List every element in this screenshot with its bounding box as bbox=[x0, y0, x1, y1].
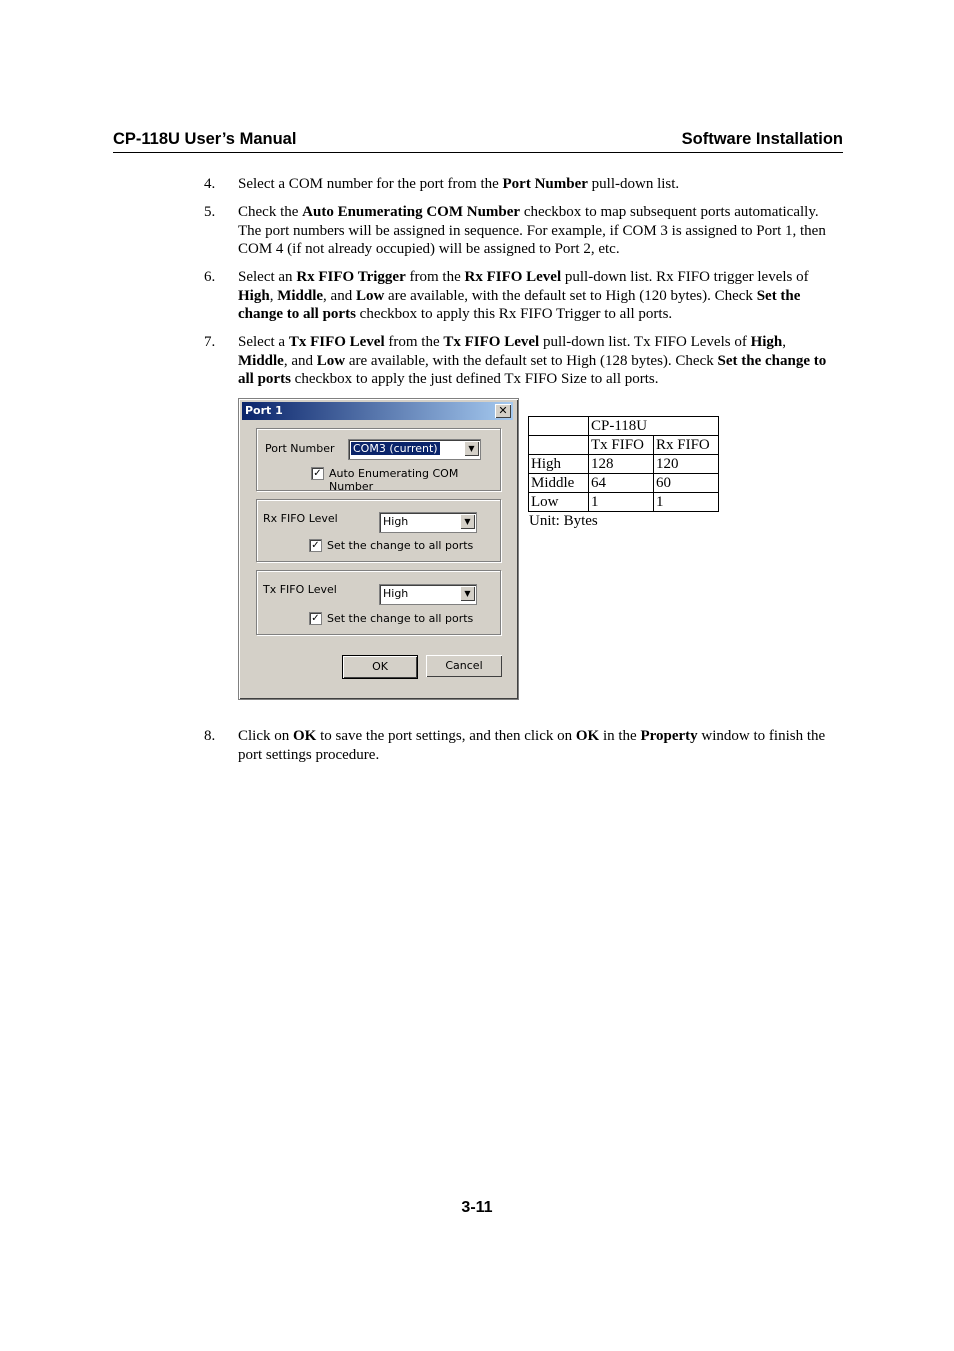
step-text-bold: Tx FIFO Level bbox=[443, 334, 540, 350]
rx-all-ports-checkbox[interactable]: ✓ bbox=[309, 539, 322, 552]
auto-enum-checkbox[interactable]: ✓ bbox=[311, 467, 324, 480]
step-text-bold: Set the change to all ports bbox=[238, 352, 827, 388]
step-text-bold: High bbox=[750, 334, 783, 350]
port-number-group bbox=[256, 428, 501, 491]
table-column-row bbox=[529, 436, 719, 455]
step-text-bold: Low bbox=[355, 287, 385, 304]
chevron-down-icon[interactable]: ▼ bbox=[460, 586, 475, 601]
dialog-title: Port 1 bbox=[245, 404, 283, 417]
step-text-run: from the bbox=[405, 269, 465, 285]
step-text-run: checkbox to apply the just defined Tx FIFO Size to all ports. bbox=[290, 371, 659, 388]
step-text-bold: OK bbox=[575, 728, 600, 744]
tx-cell: 64 bbox=[589, 474, 654, 493]
step-text-run: in the bbox=[599, 728, 641, 744]
row-label: Low bbox=[529, 493, 589, 512]
step-text bbox=[238, 268, 834, 324]
step-text-run: Select a bbox=[238, 334, 289, 350]
step-text bbox=[238, 203, 834, 259]
column-header-tx: Tx FIFO bbox=[589, 436, 654, 455]
step-text-run: , bbox=[269, 287, 278, 304]
table-row bbox=[529, 493, 719, 512]
column-header-rx: Rx FIFO bbox=[654, 436, 719, 455]
step-text-bold: OK bbox=[293, 728, 317, 744]
auto-enum-label: Auto Enumerating COM Number bbox=[329, 467, 459, 493]
dialog-titlebar bbox=[242, 402, 513, 420]
step-text-bold: High bbox=[238, 287, 270, 304]
step-text-bold: Low bbox=[316, 352, 346, 369]
step-text bbox=[238, 175, 834, 194]
step-number: 6. bbox=[204, 269, 216, 285]
close-icon[interactable]: ✕ bbox=[495, 404, 511, 418]
rx-cell: 120 bbox=[654, 455, 719, 474]
port-number-select[interactable] bbox=[348, 439, 481, 460]
step-text-bold: Middle bbox=[277, 287, 324, 304]
row-label: High bbox=[529, 455, 589, 474]
step-text-run: , bbox=[782, 334, 787, 350]
rx-fifo-group bbox=[256, 499, 501, 562]
step-text-run: , and bbox=[323, 287, 356, 304]
table-empty-cell bbox=[529, 436, 589, 455]
ok-button[interactable]: OK bbox=[342, 655, 418, 679]
step-text-bold: Rx FIFO Level bbox=[464, 269, 562, 285]
rx-all-ports-label: Set the change to all ports bbox=[327, 539, 474, 552]
step-number: 5. bbox=[204, 204, 216, 220]
table-header-row bbox=[529, 417, 719, 436]
step-text bbox=[238, 727, 834, 764]
step-text-run: pull-down list. Rx FIFO trigger levels of bbox=[561, 269, 809, 285]
table-row bbox=[529, 474, 719, 493]
rx-cell: 60 bbox=[654, 474, 719, 493]
section-title: Software Installation bbox=[681, 130, 843, 148]
port-dialog bbox=[238, 398, 519, 700]
table-row bbox=[529, 455, 719, 474]
tx-all-ports-checkbox[interactable]: ✓ bbox=[309, 612, 322, 625]
step-text-run: window to finish the port settings procedure. bbox=[238, 728, 826, 763]
tx-fifo-select[interactable] bbox=[379, 584, 477, 605]
step-text-bold: Port Number bbox=[502, 176, 588, 192]
step-text-bold: Auto Enumerating COM Number bbox=[302, 204, 521, 220]
chevron-down-icon[interactable]: ▼ bbox=[464, 441, 479, 456]
port-number-value: COM3 (current) bbox=[353, 442, 438, 455]
step-text-run: Select an bbox=[238, 269, 297, 285]
step-text-run: pull-down list. Tx FIFO Levels of bbox=[539, 334, 751, 350]
step-text-run: , and bbox=[283, 352, 317, 369]
table-corner-cell bbox=[529, 417, 589, 436]
step-number: 4. bbox=[204, 176, 216, 192]
step-text-bold: Set the change to all ports bbox=[238, 287, 801, 323]
table-group-header: CP-118U bbox=[589, 417, 719, 436]
step-text-run: are available, with the default set to High (120 bytes). Check bbox=[384, 287, 757, 304]
step-text-bold: Rx FIFO Trigger bbox=[296, 269, 406, 285]
step-text-run: from the bbox=[384, 334, 444, 350]
step-number: 7. bbox=[204, 334, 216, 350]
cancel-button[interactable]: Cancel bbox=[426, 655, 502, 677]
manual-title: CP-118U User’s Manual bbox=[113, 130, 297, 148]
step-text-run: Click on bbox=[238, 728, 293, 744]
step-text-bold: Middle bbox=[238, 352, 284, 369]
table-unit-note: Unit: Bytes bbox=[529, 513, 598, 529]
rx-fifo-select[interactable] bbox=[379, 512, 477, 533]
step-text-run: Check the bbox=[238, 204, 303, 220]
page-header bbox=[113, 130, 843, 153]
tx-all-ports-label: Set the change to all ports bbox=[327, 612, 474, 625]
fifo-table bbox=[528, 416, 719, 512]
step-text-bold: Tx FIFO Level bbox=[288, 334, 385, 350]
tx-cell: 128 bbox=[589, 455, 654, 474]
rx-cell: 1 bbox=[654, 493, 719, 512]
step-text-run: are available, with the default set to High (128 bytes). Check bbox=[345, 352, 718, 369]
chevron-down-icon[interactable]: ▼ bbox=[460, 514, 475, 529]
step-number: 8. bbox=[204, 728, 216, 744]
tx-cell: 1 bbox=[589, 493, 654, 512]
rx-fifo-label: Rx FIFO Level bbox=[263, 512, 338, 525]
step-text-run: checkbox to apply this Rx FIFO Trigger to all ports. bbox=[355, 306, 673, 323]
step-text-run: to save the port settings, and then click on bbox=[316, 728, 576, 744]
page-number: 3-11 bbox=[461, 1199, 493, 1216]
rx-fifo-value: High bbox=[383, 515, 409, 528]
step-text bbox=[238, 333, 834, 389]
step-text-run: checkbox to map subsequent ports automatically. The port numbers will be assigned in sequence. For example, if COM 3 is assigned to Port 1, then COM 4 (if not already occupied) will be assigned to Port 2, etc. bbox=[238, 204, 826, 258]
step-text-run: Select a COM number for the port from the bbox=[238, 176, 503, 192]
row-label: Middle bbox=[529, 474, 589, 493]
tx-fifo-group bbox=[256, 570, 501, 635]
step-text-run: pull-down list. bbox=[587, 176, 680, 192]
port-number-label: Port Number bbox=[265, 442, 335, 455]
tx-fifo-value: High bbox=[383, 587, 409, 600]
tx-fifo-label: Tx FIFO Level bbox=[263, 583, 337, 596]
step-text-bold: Property bbox=[640, 728, 698, 744]
